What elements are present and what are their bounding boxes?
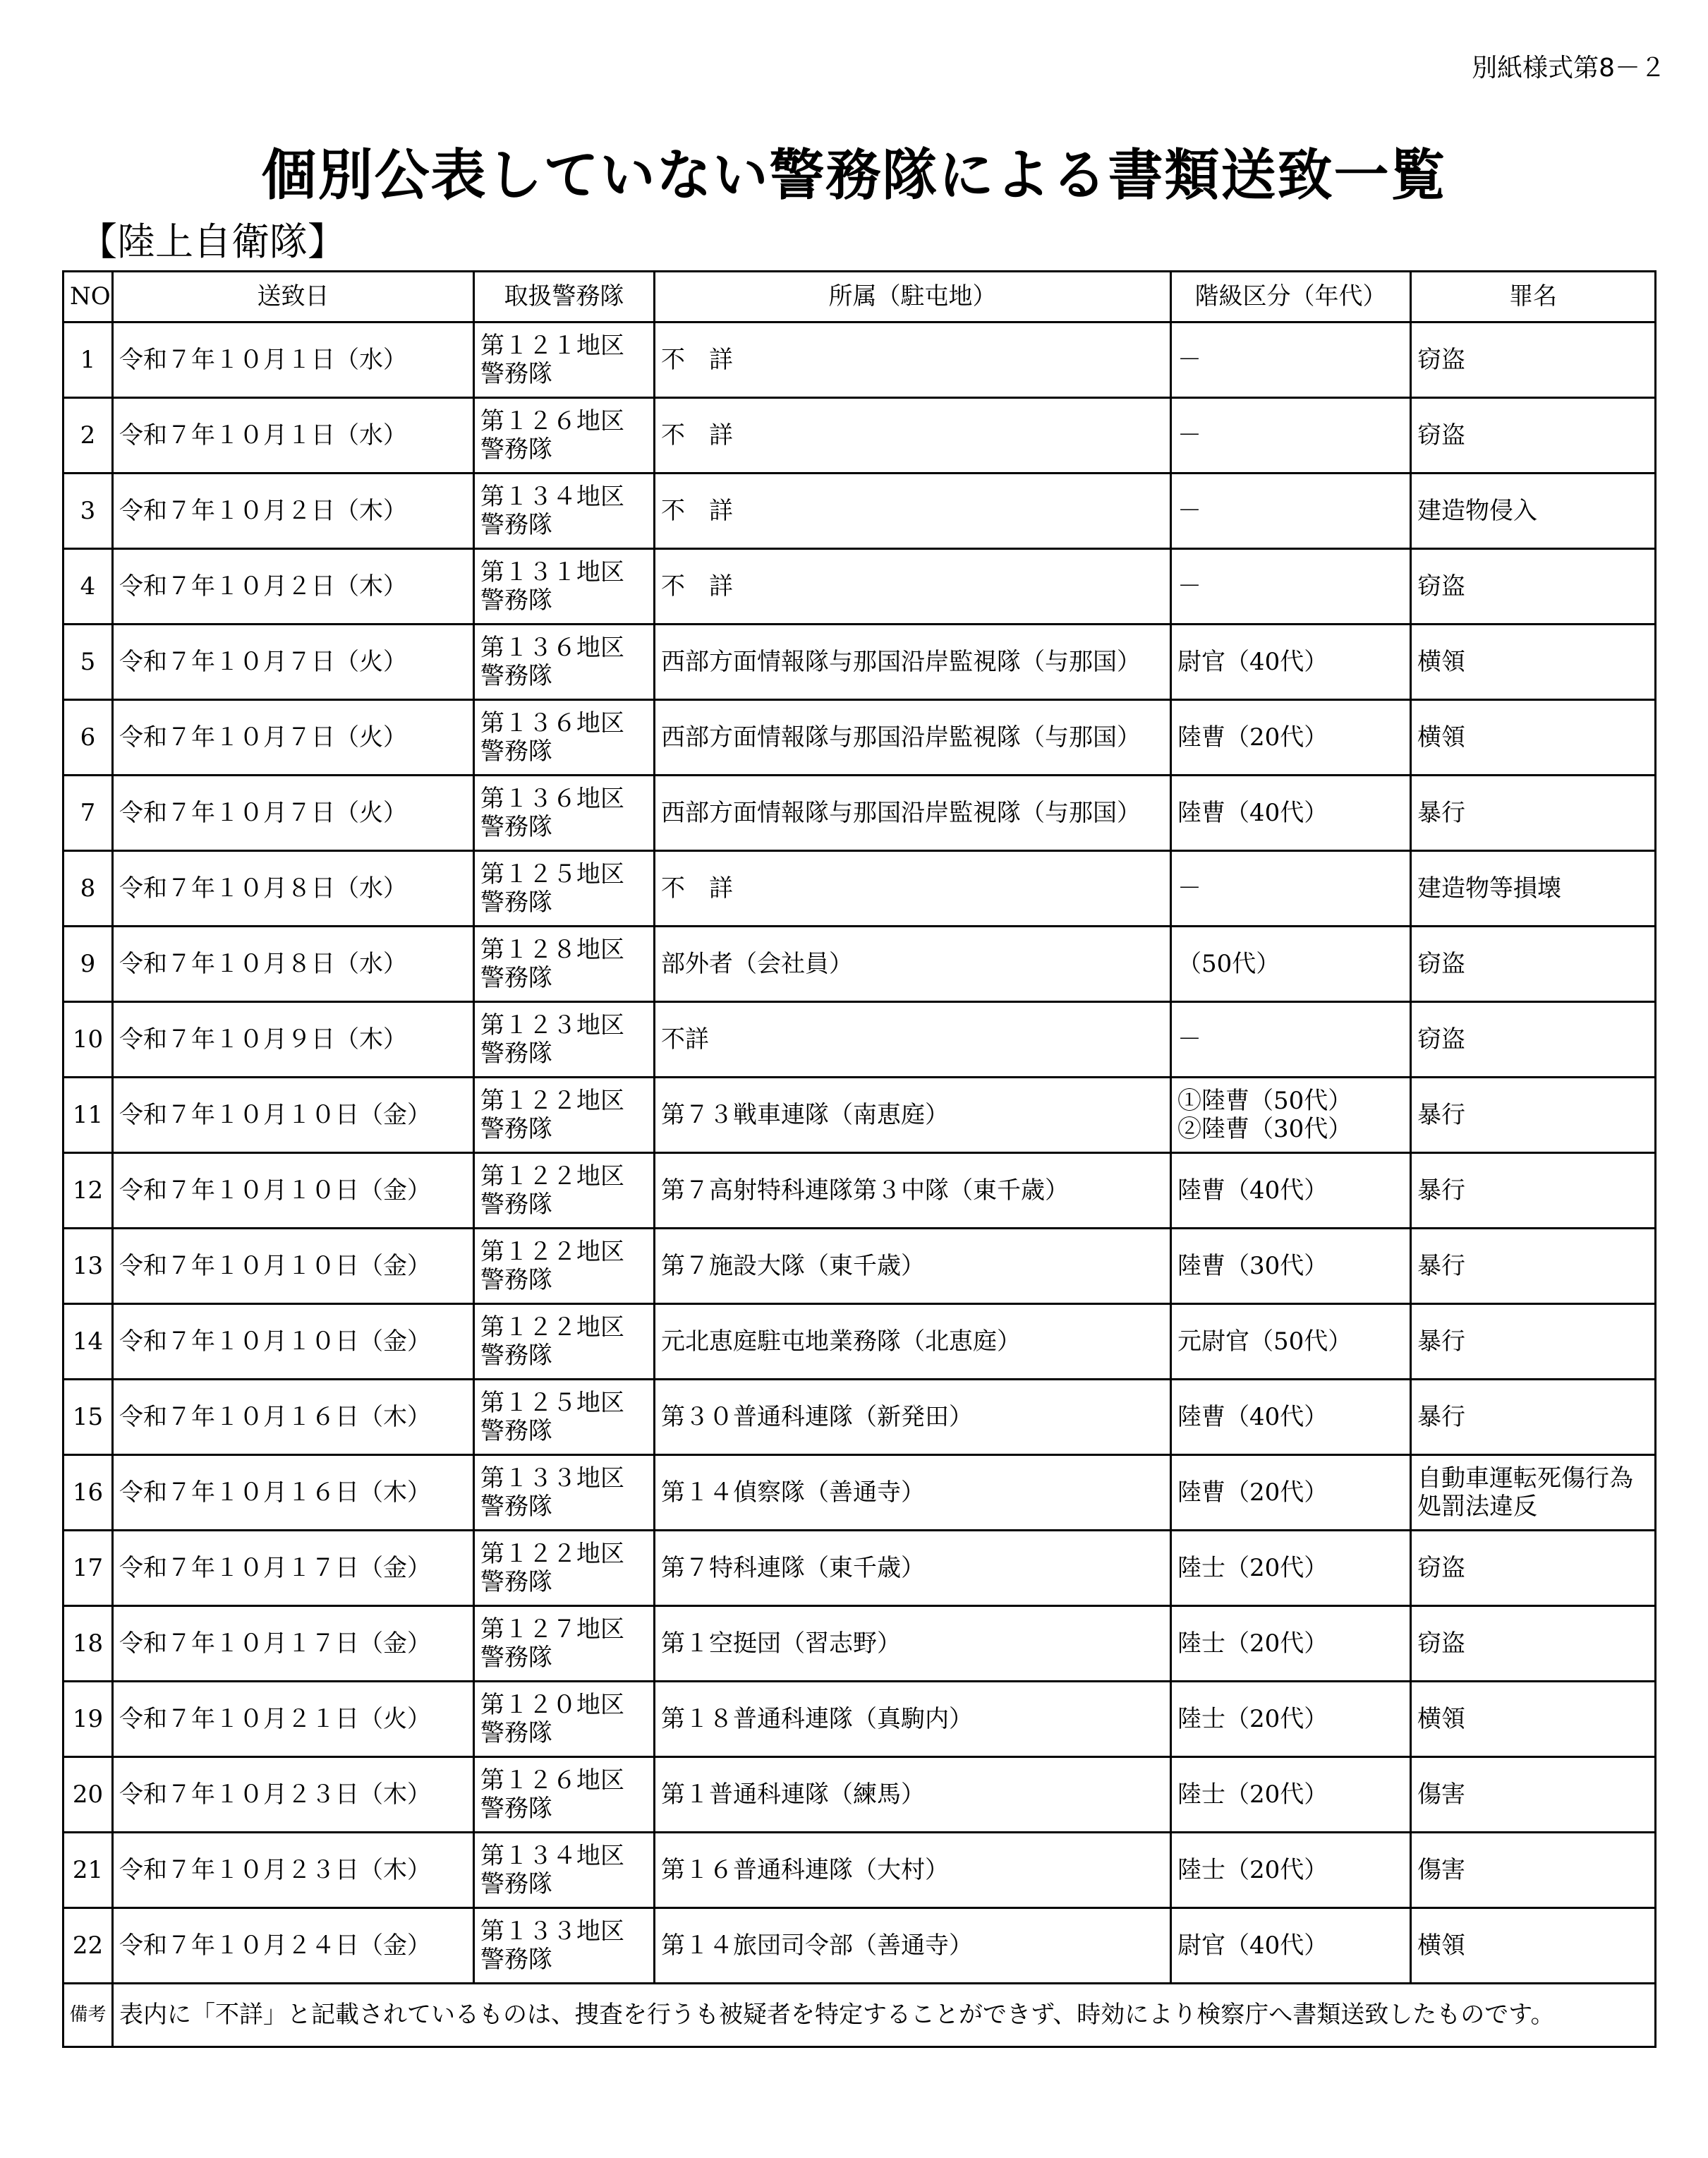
cell-unit: 第１３３地区 警務隊 (474, 1455, 655, 1531)
cell-date: 令和７年１０月７日（火） (113, 625, 474, 700)
cell-date: 令和７年１０月１日（水） (113, 398, 474, 474)
cell-rank: － (1171, 1002, 1411, 1078)
table-row (63, 1002, 1656, 1078)
cell-rank: 陸士（20代） (1171, 1682, 1411, 1757)
cell-unit: 第１３６地区 警務隊 (474, 776, 655, 851)
header-no: NO (63, 272, 113, 323)
table-header-row (63, 272, 1656, 323)
cell-unit: 第１２２地区 警務隊 (474, 1078, 655, 1153)
cell-crime: 暴行 (1411, 776, 1656, 851)
header-unit: 取扱警務隊 (474, 272, 655, 323)
cell-affiliation: 第１４偵察隊（善通寺） (655, 1455, 1171, 1531)
cell-affiliation: 不 詳 (655, 398, 1171, 474)
table-row (63, 700, 1656, 776)
cell-affiliation: 不 詳 (655, 549, 1171, 625)
cell-date: 令和７年１０月８日（水） (113, 927, 474, 1002)
cell-affiliation: 部外者（会社員） (655, 927, 1171, 1002)
cell-date: 令和７年１０月１０日（金） (113, 1153, 474, 1229)
cell-date: 令和７年１０月１日（水） (113, 323, 474, 398)
cell-unit: 第１２２地区 警務隊 (474, 1531, 655, 1606)
header-rank: 階級区分（年代） (1171, 272, 1411, 323)
cell-crime: 窃盗 (1411, 1531, 1656, 1606)
cell-date: 令和７年１０月２４日（金） (113, 1908, 474, 1984)
cell-affiliation: 西部方面情報隊与那国沿岸監視隊（与那国） (655, 700, 1171, 776)
table-row (63, 1078, 1656, 1153)
cell-crime: 横領 (1411, 625, 1656, 700)
cell-date: 令和７年１０月１７日（金） (113, 1531, 474, 1606)
cell-crime: 窃盗 (1411, 927, 1656, 1002)
cell-date: 令和７年１０月２日（木） (113, 474, 474, 549)
table-body (63, 323, 1656, 1984)
table-row (63, 323, 1656, 398)
cell-rank: 陸曹（30代） (1171, 1229, 1411, 1304)
cell-rank: － (1171, 851, 1411, 927)
cell-crime: 窃盗 (1411, 323, 1656, 398)
cell-crime: 窃盗 (1411, 1002, 1656, 1078)
cell-no: 12 (63, 1153, 113, 1229)
cell-no: 2 (63, 398, 113, 474)
cell-affiliation: 西部方面情報隊与那国沿岸監視隊（与那国） (655, 776, 1171, 851)
cell-crime: 自動車運転死傷行為 処罰法違反 (1411, 1455, 1656, 1531)
table-row (63, 1757, 1656, 1833)
cell-crime: 横領 (1411, 1682, 1656, 1757)
cell-crime: 建造物等損壊 (1411, 851, 1656, 927)
table-row (63, 1833, 1656, 1908)
cell-date: 令和７年１０月１０日（金） (113, 1229, 474, 1304)
table-row (63, 398, 1656, 474)
cell-crime: 建造物侵入 (1411, 474, 1656, 549)
cell-no: 17 (63, 1531, 113, 1606)
table-row (63, 776, 1656, 851)
cell-crime: 窃盗 (1411, 398, 1656, 474)
table-row (63, 1531, 1656, 1606)
cell-date: 令和７年１０月７日（火） (113, 776, 474, 851)
cell-affiliation: 不 詳 (655, 851, 1171, 927)
cell-unit: 第１２３地区 警務隊 (474, 1002, 655, 1078)
cell-affiliation: 第１８普通科連隊（真駒内） (655, 1682, 1171, 1757)
cell-crime: 暴行 (1411, 1153, 1656, 1229)
cell-no: 22 (63, 1908, 113, 1984)
cell-rank: 尉官（40代） (1171, 625, 1411, 700)
cell-rank: 陸士（20代） (1171, 1531, 1411, 1606)
cell-rank: － (1171, 474, 1411, 549)
cell-no: 9 (63, 927, 113, 1002)
cell-unit: 第１３６地区 警務隊 (474, 625, 655, 700)
cell-affiliation: 不 詳 (655, 474, 1171, 549)
cell-no: 16 (63, 1455, 113, 1531)
cell-no: 1 (63, 323, 113, 398)
header-affiliation: 所属（駐屯地） (655, 272, 1171, 323)
cell-unit: 第１２５地区 警務隊 (474, 1380, 655, 1455)
cell-affiliation: 第１空挺団（習志野） (655, 1606, 1171, 1682)
cell-rank: 陸曹（40代） (1171, 1380, 1411, 1455)
header-crime: 罪名 (1411, 272, 1656, 323)
cell-date: 令和７年１０月９日（木） (113, 1002, 474, 1078)
referral-table (62, 270, 1656, 2048)
cell-date: 令和７年１０月１０日（金） (113, 1304, 474, 1380)
cell-affiliation: 不 詳 (655, 323, 1171, 398)
cell-no: 4 (63, 549, 113, 625)
cell-rank: ①陸曹（50代） ②陸曹（30代） (1171, 1078, 1411, 1153)
cell-affiliation: 第７３戦車連隊（南恵庭） (655, 1078, 1171, 1153)
table-row (63, 1380, 1656, 1455)
table-row (63, 1455, 1656, 1531)
cell-unit: 第１２６地区 警務隊 (474, 1757, 655, 1833)
cell-no: 19 (63, 1682, 113, 1757)
cell-unit: 第１２６地区 警務隊 (474, 398, 655, 474)
cell-crime: 傷害 (1411, 1757, 1656, 1833)
cell-unit: 第１３６地区 警務隊 (474, 700, 655, 776)
cell-no: 15 (63, 1380, 113, 1455)
section-title: 【陸上自衛隊】 (79, 219, 346, 264)
cell-date: 令和７年１０月７日（火） (113, 700, 474, 776)
table-row (63, 851, 1656, 927)
cell-unit: 第１２０地区 警務隊 (474, 1682, 655, 1757)
cell-no: 10 (63, 1002, 113, 1078)
cell-unit: 第１３１地区 警務隊 (474, 549, 655, 625)
cell-crime: 傷害 (1411, 1833, 1656, 1908)
cell-affiliation: 西部方面情報隊与那国沿岸監視隊（与那国） (655, 625, 1171, 700)
cell-crime: 暴行 (1411, 1078, 1656, 1153)
cell-unit: 第１２１地区 警務隊 (474, 323, 655, 398)
cell-no: 14 (63, 1304, 113, 1380)
cell-unit: 第１３４地区 警務隊 (474, 1833, 655, 1908)
table-row (63, 1682, 1656, 1757)
cell-no: 20 (63, 1757, 113, 1833)
cell-rank: 陸曹（40代） (1171, 1153, 1411, 1229)
cell-no: 21 (63, 1833, 113, 1908)
cell-date: 令和７年１０月２３日（木） (113, 1833, 474, 1908)
cell-rank: 陸士（20代） (1171, 1606, 1411, 1682)
cell-affiliation: 第７施設大隊（東千歳） (655, 1229, 1171, 1304)
cell-rank: － (1171, 323, 1411, 398)
cell-affiliation: 第１４旅団司令部（善通寺） (655, 1908, 1171, 1984)
page-title: 個別公表していない警務隊による書類送致一覧 (261, 144, 1447, 207)
table-row (63, 625, 1656, 700)
cell-affiliation: 第７高射特科連隊第３中隊（東千歳） (655, 1153, 1171, 1229)
cell-unit: 第１３４地区 警務隊 (474, 474, 655, 549)
cell-date: 令和７年１０月２３日（木） (113, 1757, 474, 1833)
cell-date: 令和７年１０月２１日（火） (113, 1682, 474, 1757)
cell-date: 令和７年１０月１６日（木） (113, 1380, 474, 1455)
table-row (63, 474, 1656, 549)
cell-no: 8 (63, 851, 113, 927)
cell-date: 令和７年１０月２日（木） (113, 549, 474, 625)
cell-unit: 第１２８地区 警務隊 (474, 927, 655, 1002)
table-row (63, 1229, 1656, 1304)
cell-no: 3 (63, 474, 113, 549)
cell-no: 18 (63, 1606, 113, 1682)
cell-no: 7 (63, 776, 113, 851)
table-row (63, 1606, 1656, 1682)
cell-no: 5 (63, 625, 113, 700)
table-row (63, 1304, 1656, 1380)
cell-unit: 第１２５地区 警務隊 (474, 851, 655, 927)
cell-no: 6 (63, 700, 113, 776)
cell-unit: 第１２７地区 警務隊 (474, 1606, 655, 1682)
form-id: 別紙様式第8－２ (1472, 54, 1666, 83)
cell-crime: 横領 (1411, 700, 1656, 776)
cell-affiliation: 第１普通科連隊（練馬） (655, 1757, 1171, 1833)
cell-rank: － (1171, 549, 1411, 625)
table-row (63, 1908, 1656, 1984)
table-row (63, 549, 1656, 625)
cell-affiliation: 不詳 (655, 1002, 1171, 1078)
cell-rank: 陸曹（20代） (1171, 700, 1411, 776)
cell-rank: （50代） (1171, 927, 1411, 1002)
cell-crime: 暴行 (1411, 1380, 1656, 1455)
remarks-text: 表内に「不詳」と記載されているものは、捜査を行うも被疑者を特定することができず、時効により検察庁へ書類送致したものです。 (113, 1984, 1656, 2047)
cell-unit: 第１２２地区 警務隊 (474, 1304, 655, 1380)
cell-no: 13 (63, 1229, 113, 1304)
cell-rank: 陸士（20代） (1171, 1757, 1411, 1833)
cell-unit: 第１３３地区 警務隊 (474, 1908, 655, 1984)
cell-date: 令和７年１０月１０日（金） (113, 1078, 474, 1153)
cell-rank: 陸士（20代） (1171, 1833, 1411, 1908)
remarks-row (63, 1984, 1656, 2047)
remarks-label: 備考 (63, 1984, 113, 2047)
cell-crime: 窃盗 (1411, 1606, 1656, 1682)
cell-affiliation: 第３０普通科連隊（新発田） (655, 1380, 1171, 1455)
cell-rank: 尉官（40代） (1171, 1908, 1411, 1984)
cell-affiliation: 元北恵庭駐屯地業務隊（北恵庭） (655, 1304, 1171, 1380)
cell-affiliation: 第１６普通科連隊（大村） (655, 1833, 1171, 1908)
cell-crime: 横領 (1411, 1908, 1656, 1984)
cell-unit: 第１２２地区 警務隊 (474, 1153, 655, 1229)
table-row (63, 1153, 1656, 1229)
cell-crime: 窃盗 (1411, 549, 1656, 625)
cell-rank: 元尉官（50代） (1171, 1304, 1411, 1380)
cell-crime: 暴行 (1411, 1304, 1656, 1380)
cell-rank: － (1171, 398, 1411, 474)
cell-date: 令和７年１０月１７日（金） (113, 1606, 474, 1682)
cell-date: 令和７年１０月８日（水） (113, 851, 474, 927)
cell-unit: 第１２２地区 警務隊 (474, 1229, 655, 1304)
cell-date: 令和７年１０月１６日（木） (113, 1455, 474, 1531)
cell-rank: 陸曹（40代） (1171, 776, 1411, 851)
table-row (63, 927, 1656, 1002)
cell-affiliation: 第７特科連隊（東千歳） (655, 1531, 1171, 1606)
header-date: 送致日 (113, 272, 474, 323)
cell-rank: 陸曹（20代） (1171, 1455, 1411, 1531)
cell-no: 11 (63, 1078, 113, 1153)
cell-crime: 暴行 (1411, 1229, 1656, 1304)
